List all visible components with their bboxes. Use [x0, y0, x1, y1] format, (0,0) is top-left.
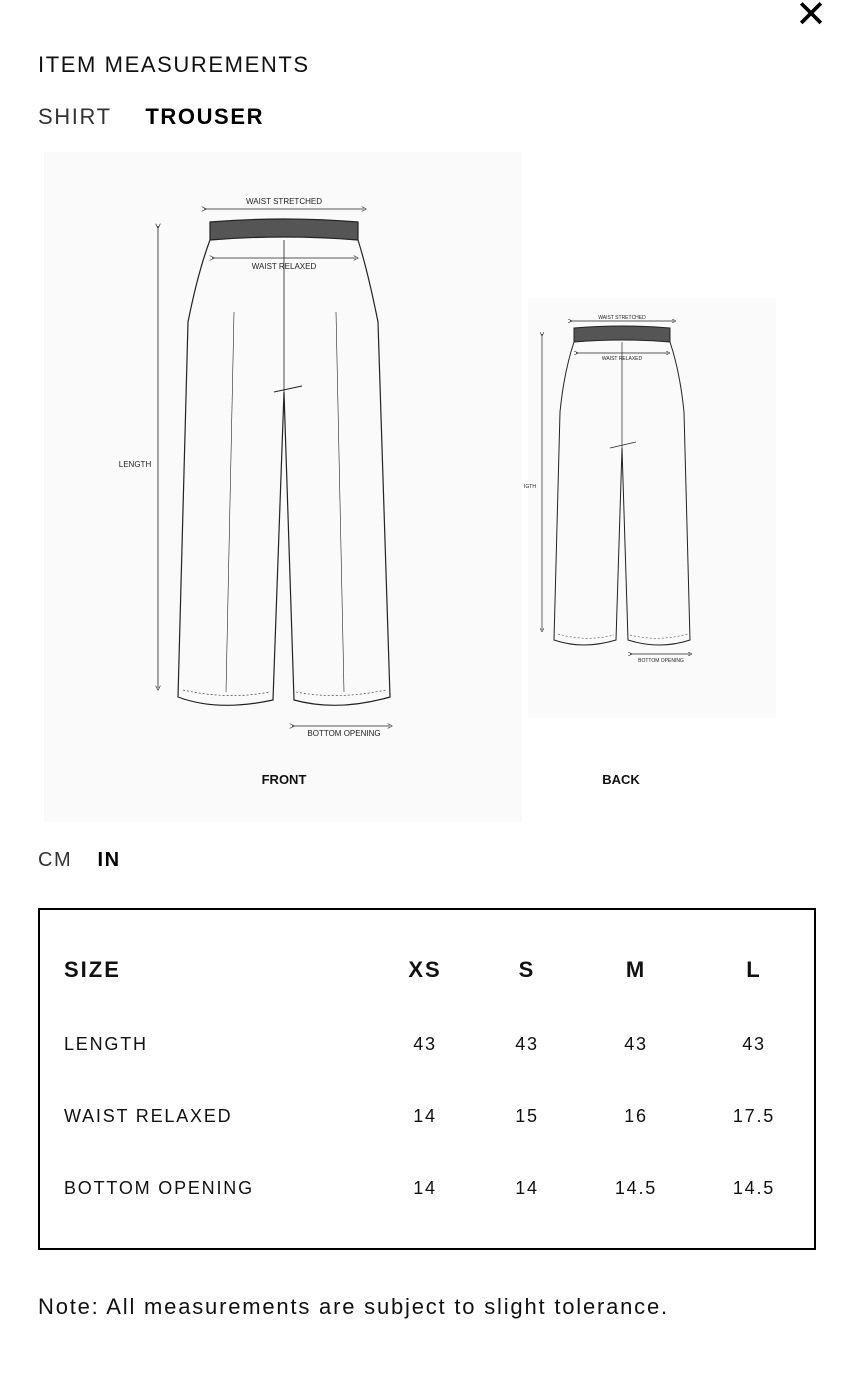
table-cell: 14 — [413, 1178, 437, 1198]
tolerance-note: Note: All measurements are subject to slight tolerance. — [38, 1294, 669, 1319]
trouser-measurement-diagram — [38, 152, 818, 824]
back-panel — [528, 298, 776, 718]
table-row — [40, 1024, 814, 1064]
unit-toggle — [38, 849, 139, 872]
table-cell: 43 — [515, 1034, 539, 1054]
header-s: S — [518, 957, 536, 982]
back-waist-stretched-label: WAIST STRETCHED — [598, 315, 646, 321]
table-cell: 43 — [413, 1034, 437, 1054]
table-cell: 43 — [742, 1034, 766, 1054]
back-caption: BACK — [602, 772, 640, 787]
close-icon[interactable]: ✕ — [795, 0, 827, 36]
size-chart-table — [38, 908, 816, 1250]
header-size: SIZE — [64, 957, 121, 982]
table-cell: 14.5 — [614, 1178, 658, 1198]
table-cell: 14 — [413, 1106, 437, 1126]
back-bottom-opening-label: BOTTOM OPENING — [638, 658, 684, 664]
table-cell: 17.5 — [732, 1106, 776, 1126]
modal-title: ITEM MEASUREMENTS — [38, 52, 310, 77]
front-waist-stretched-label: WAIST STRETCHED — [245, 197, 323, 206]
header-xs: XS — [408, 957, 442, 982]
table-cell: 14.5 — [732, 1178, 776, 1198]
front-bottom-opening-label: BOTTOM OPENING — [307, 729, 381, 738]
header-l: L — [746, 957, 762, 982]
table-cell: 14 — [515, 1178, 539, 1198]
front-panel — [44, 152, 522, 822]
table-row — [40, 1168, 814, 1208]
table-header-row — [40, 950, 814, 990]
table-cell: 16 — [624, 1106, 648, 1126]
back-length-label: IGTH — [524, 484, 536, 490]
row-label: LENGTH — [64, 1034, 148, 1054]
tab-shirt[interactable]: SHIRT — [38, 104, 112, 129]
back-waist-relaxed-label: WAIST RELAXED — [601, 356, 643, 362]
table-cell: 15 — [515, 1106, 539, 1126]
header-m: M — [625, 957, 647, 982]
row-label: BOTTOM OPENING — [64, 1178, 254, 1198]
garment-tabs — [38, 104, 290, 130]
unit-in-option[interactable]: IN — [97, 849, 121, 871]
unit-cm-option[interactable]: CM — [38, 849, 73, 871]
tab-trouser[interactable]: TROUSER — [145, 104, 265, 129]
front-length-label: LENGTH — [118, 460, 152, 469]
front-caption: FRONT — [261, 772, 307, 787]
table-cell: 43 — [624, 1034, 648, 1054]
row-label: WAIST RELAXED — [64, 1106, 233, 1126]
front-waist-relaxed-label: WAIST RELAXED — [251, 262, 317, 271]
table-row — [40, 1096, 814, 1136]
